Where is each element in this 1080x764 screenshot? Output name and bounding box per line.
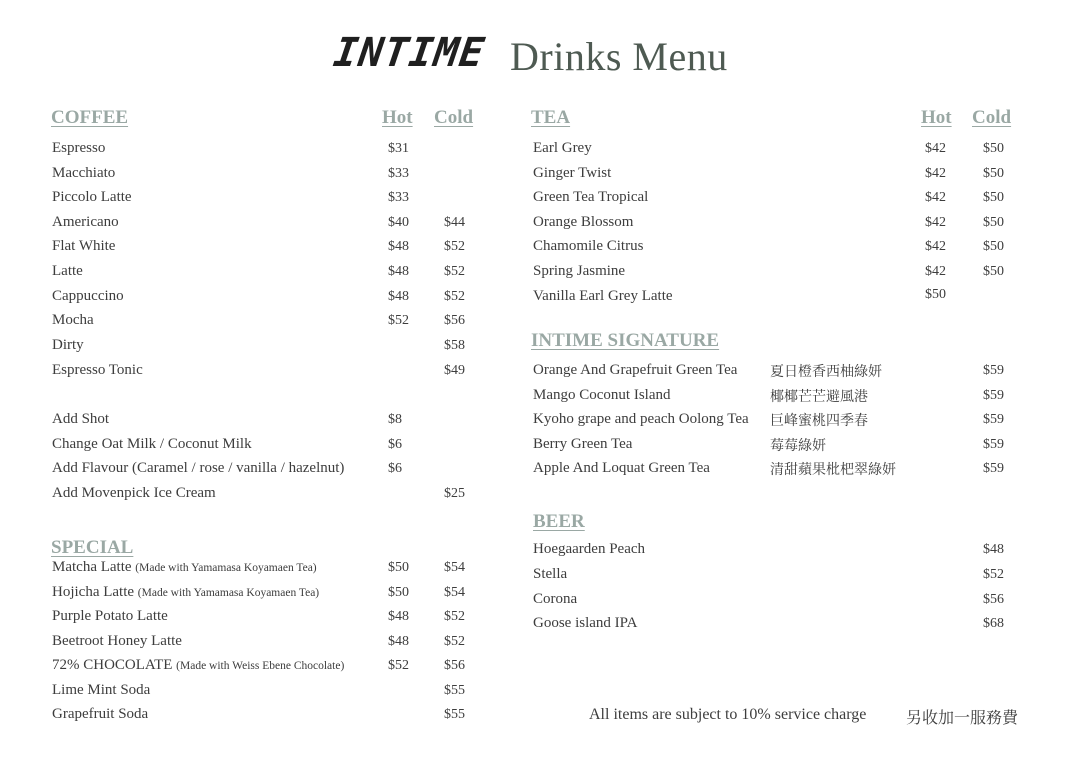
item-name: Goose island IPA bbox=[533, 615, 638, 631]
item-title: Purple Potato Latte bbox=[52, 608, 168, 624]
item-price-cold: $52 bbox=[444, 264, 465, 279]
item-name: Kyoho grape and peach Oolong Tea bbox=[533, 411, 749, 427]
item-price-cold: $25 bbox=[444, 486, 465, 501]
item-name: Orange Blossom bbox=[533, 214, 634, 230]
item-price-hot: $42 bbox=[925, 239, 946, 254]
item-name-chinese: 夏日橙香西柚綠妍 bbox=[770, 365, 882, 380]
item-title: Matcha Latte bbox=[52, 559, 132, 575]
item-price-hot: $33 bbox=[388, 166, 409, 181]
item-price-cold: $55 bbox=[444, 683, 465, 698]
item-note: (Made with Yamamasa Koyamaen Tea) bbox=[135, 562, 317, 574]
item-name bbox=[52, 706, 148, 723]
item-title: 72% CHOCOLATE bbox=[52, 657, 173, 673]
section-heading-signature: INTIME SIGNATURE bbox=[531, 330, 720, 351]
item-name: Add Shot bbox=[52, 411, 110, 427]
item-price-hot: $42 bbox=[925, 264, 946, 279]
item-name: Change Oat Milk / Coconut Milk bbox=[52, 436, 252, 452]
item-price: $56 bbox=[983, 592, 1004, 607]
item-name bbox=[52, 559, 317, 576]
item-price: $59 bbox=[983, 437, 1004, 452]
item-price: $59 bbox=[983, 461, 1004, 476]
item-price-hot: $42 bbox=[925, 166, 946, 181]
item-name-chinese: 莓莓綠妍 bbox=[770, 439, 826, 454]
item-name: Ginger Twist bbox=[533, 165, 612, 181]
service-charge-note: All items are subject to 10% service charge bbox=[589, 706, 867, 723]
item-name: Mango Coconut Island bbox=[533, 387, 671, 403]
item-price-hot: $52 bbox=[388, 313, 409, 328]
item-name: Americano bbox=[52, 214, 119, 230]
item-name: Orange And Grapefruit Green Tea bbox=[533, 362, 738, 378]
item-price-hot: $50 bbox=[925, 287, 946, 302]
service-charge-note-chinese: 另收加一服務費 bbox=[906, 710, 1019, 727]
item-price-cold: $50 bbox=[983, 166, 1004, 181]
item-price-cold: $52 bbox=[444, 289, 465, 304]
item-title: Hojicha Latte bbox=[52, 584, 135, 600]
item-price-hot: $48 bbox=[388, 239, 409, 254]
item-name: Flat White bbox=[52, 238, 116, 254]
item-name: Stella bbox=[533, 566, 568, 582]
item-price-cold: $56 bbox=[444, 313, 465, 328]
item-name: Espresso Tonic bbox=[52, 362, 143, 378]
column-header-hot: Hot bbox=[382, 107, 413, 128]
item-price-cold: $56 bbox=[444, 658, 465, 673]
item-price-hot: $48 bbox=[388, 609, 409, 624]
item-price-cold: $50 bbox=[983, 239, 1004, 254]
column-header-cold: Cold bbox=[434, 107, 474, 128]
item-price: $59 bbox=[983, 412, 1004, 427]
item-title: Grapefruit Soda bbox=[52, 706, 149, 722]
section-heading-beer: BEER bbox=[533, 511, 585, 532]
item-name: Mocha bbox=[52, 312, 94, 328]
item-price-hot: $42 bbox=[925, 190, 946, 205]
item-name: Apple And Loquat Green Tea bbox=[533, 460, 710, 476]
item-title: Beetroot Honey Latte bbox=[52, 633, 182, 649]
item-name: Hoegaarden Peach bbox=[533, 541, 646, 557]
section-heading-tea: TEA bbox=[531, 107, 571, 128]
item-name: Corona bbox=[533, 591, 578, 607]
item-price-cold: $50 bbox=[983, 190, 1004, 205]
item-price-cold: $50 bbox=[983, 141, 1004, 156]
item-price-hot: $8 bbox=[388, 412, 402, 427]
item-name: Espresso bbox=[52, 140, 106, 156]
item-price-cold: $50 bbox=[983, 264, 1004, 279]
item-price-hot: $48 bbox=[388, 289, 409, 304]
item-price: $52 bbox=[983, 567, 1004, 582]
item-name: Macchiato bbox=[52, 165, 116, 181]
item-price-cold: $54 bbox=[444, 560, 465, 575]
item-price-hot: $48 bbox=[388, 634, 409, 649]
column-header-hot: Hot bbox=[921, 107, 952, 128]
item-note: (Made with Weiss Ebene Chocolate) bbox=[176, 660, 345, 672]
item-name bbox=[52, 584, 319, 601]
item-price-cold: $49 bbox=[444, 363, 465, 378]
item-price-cold: $55 bbox=[444, 707, 465, 722]
item-price-hot: $31 bbox=[388, 141, 409, 156]
item-price-hot: $42 bbox=[925, 141, 946, 156]
item-name: Add Flavour (Caramel / rose / vanilla / hazelnut) bbox=[52, 460, 345, 476]
item-name: Vanilla Earl Grey Latte bbox=[533, 288, 673, 304]
column-header-cold: Cold bbox=[972, 107, 1012, 128]
item-name: Earl Grey bbox=[533, 140, 592, 156]
page-title: Drinks Menu bbox=[510, 34, 728, 79]
item-name-chinese: 清甜蘋果枇杷翠綠妍 bbox=[770, 463, 896, 478]
item-name: Dirty bbox=[52, 337, 84, 353]
item-name bbox=[52, 657, 344, 674]
item-price-hot: $48 bbox=[388, 264, 409, 279]
item-note: (Made with Yamamasa Koyamaen Tea) bbox=[137, 587, 320, 599]
item-price-cold: $50 bbox=[983, 215, 1004, 230]
item-name: Green Tea Tropical bbox=[533, 189, 649, 205]
section-heading-special: SPECIAL bbox=[51, 537, 134, 558]
item-name: Chamomile Citrus bbox=[533, 238, 644, 254]
item-price-hot: $52 bbox=[388, 658, 409, 673]
item-price-hot: $6 bbox=[388, 461, 402, 476]
section-heading-coffee: COFFEE bbox=[51, 107, 129, 128]
item-price-cold: $52 bbox=[444, 609, 465, 624]
brand-logo: INTIME bbox=[330, 30, 488, 76]
item-name: Piccolo Latte bbox=[52, 189, 132, 205]
item-price: $68 bbox=[983, 616, 1004, 631]
item-price-cold: $54 bbox=[444, 585, 465, 600]
item-name: Add Movenpick Ice Cream bbox=[52, 485, 216, 501]
item-price-cold: $52 bbox=[444, 634, 465, 649]
item-name: Cappuccino bbox=[52, 288, 124, 304]
item-name bbox=[52, 682, 150, 699]
item-price: $59 bbox=[983, 363, 1004, 378]
item-name bbox=[52, 633, 182, 650]
item-name bbox=[52, 608, 168, 625]
item-name: Latte bbox=[52, 263, 83, 279]
item-price-hot: $6 bbox=[388, 437, 402, 452]
item-title: Lime Mint Soda bbox=[52, 682, 151, 698]
item-price: $59 bbox=[983, 388, 1004, 403]
item-name-chinese: 巨峰蜜桃四季春 bbox=[770, 414, 868, 429]
item-price-cold: $58 bbox=[444, 338, 465, 353]
item-price-cold: $52 bbox=[444, 239, 465, 254]
item-price-hot: $40 bbox=[388, 215, 409, 230]
item-name: Berry Green Tea bbox=[533, 436, 633, 452]
menu-header bbox=[0, 0, 1080, 100]
item-price-hot: $50 bbox=[388, 585, 409, 600]
item-name: Spring Jasmine bbox=[533, 263, 626, 279]
item-price-hot: $50 bbox=[388, 560, 409, 575]
item-price-cold: $44 bbox=[444, 215, 465, 230]
item-name-chinese: 椰椰芒芒避風港 bbox=[770, 390, 868, 405]
item-price: $48 bbox=[983, 542, 1004, 557]
item-price-hot: $42 bbox=[925, 215, 946, 230]
item-price-hot: $33 bbox=[388, 190, 409, 205]
